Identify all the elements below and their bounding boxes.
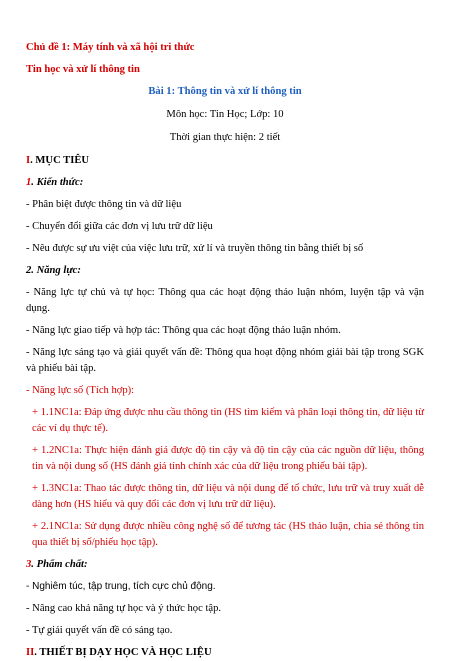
qualities-item: - Nghiêm túc, tập trung, tích cực chủ động. — [26, 581, 216, 592]
qualities-item: - Tự giải quyết vấn đề có sáng tạo. — [26, 625, 173, 636]
subtopic-heading: Tin học và xử lí thông tin — [26, 64, 140, 75]
competence-heading: 2. Năng lực: — [26, 265, 81, 276]
section-equipment-heading — [26, 645, 424, 661]
digital-competence-item: + 1.1NC1a: Đáp ứng được nhu cầu thông tin (HS tìm kiếm và phân loại thông tin, dữ liệu từ các ví dụ thực tế). — [32, 407, 424, 434]
knowledge-item: - Nêu được sự ưu việt của việc lưu trữ, xử lí và truyền thông tin bằng thiết bị số — [26, 243, 364, 254]
competence-item: - Năng lực giao tiếp và hợp tác: Thông qua các hoạt động thảo luận nhóm. — [26, 325, 341, 336]
section-number: II — [26, 647, 35, 658]
qualities-item: - Nâng cao khả năng tự học và ý thức học tập. — [26, 603, 222, 614]
qualities-title: . Phẩm chất: — [31, 559, 88, 570]
section-title: . MỤC TIÊU — [30, 155, 90, 166]
digital-competence-item: + 1.3NC1a: Thao tác được thông tin, dữ liệu và nội dung để tổ chức, lưu trữ và truy xuất dễ dàng hơn (HS hiểu và quy đổi các đơn vị lưu trữ dữ liệu). — [32, 483, 424, 510]
topic-heading: Chủ đề 1: Máy tính và xã hội tri thức — [26, 42, 195, 53]
digital-competence-heading: - Năng lực số (Tích hợp): — [26, 385, 135, 396]
section-title: . THIẾT BỊ DẠY HỌC VÀ HỌC LIỆU — [34, 647, 212, 658]
competence-item: - Năng lực tự chủ và tự học: Thông qua các hoạt động thảo luận nhóm, luyện tập và vận dụng. — [26, 287, 424, 314]
competence-item: - Năng lực sáng tạo và giải quyết vấn đề: Thông qua hoạt động nhóm giải bài tập trong SGK và phiếu bài tập. — [26, 347, 424, 374]
knowledge-number: 1 — [26, 177, 32, 188]
qualities-number: 3 — [26, 559, 32, 570]
knowledge-heading — [26, 175, 424, 191]
qualities-heading — [26, 557, 424, 573]
subject-line: Môn học: Tin Học; Lớp: 10 — [166, 109, 284, 120]
section-number: I — [26, 155, 31, 166]
section-objectives-heading — [26, 153, 424, 169]
knowledge-title: . Kiến thức: — [31, 177, 84, 188]
digital-competence-item: + 1.2NC1a: Thực hiện đánh giá được độ tin cậy và độ tin cậy của các nguồn dữ liệu, thông tin và nội dung số (HS đánh giá tính chính xác của dữ liệu trong phiếu bài tập). — [32, 445, 424, 472]
digital-competence-item: + 2.1NC1a: Sử dụng được nhiều công nghệ số để tương tác (HS thảo luận, chia sẻ thông tin qua thiết bị số/phiếu học tập). — [32, 521, 424, 548]
lesson-title: Bài 1: Thông tin và xử lí thông tin — [148, 86, 302, 97]
document-content — [26, 40, 424, 661]
knowledge-item: - Phân biệt được thông tin và dữ liệu — [26, 199, 182, 210]
knowledge-item: - Chuyển đổi giữa các đơn vị lưu trữ dữ liệu — [26, 221, 213, 232]
duration-line: Thời gian thực hiện: 2 tiết — [169, 132, 281, 143]
